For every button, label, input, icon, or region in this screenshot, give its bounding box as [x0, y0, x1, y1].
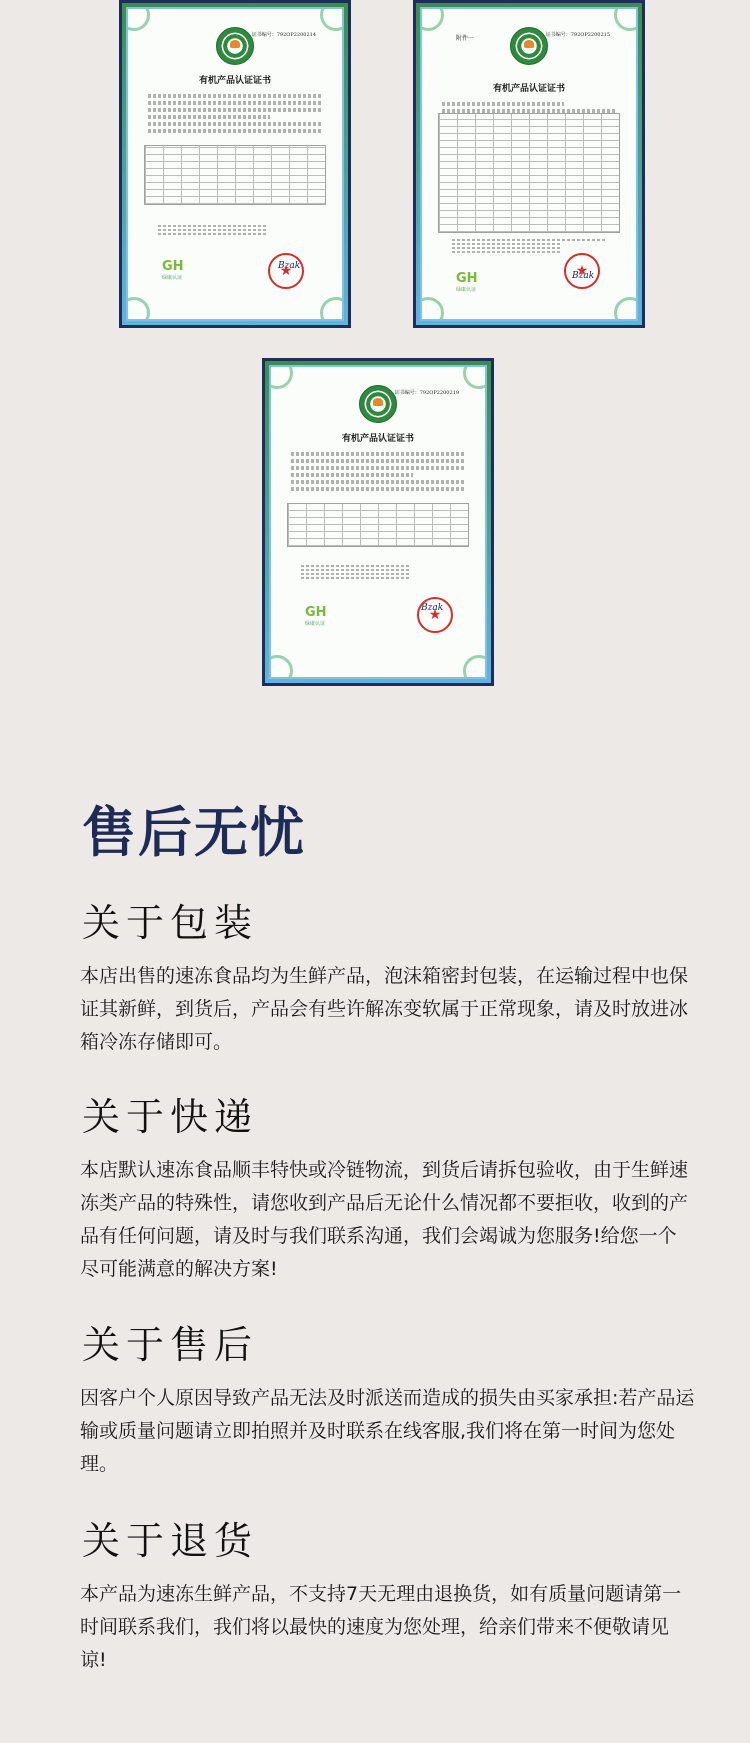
brand-logo: GH 绿康认证 [456, 271, 478, 293]
certificate-paper [126, 7, 344, 321]
brand-logo: GH 绿康认证 [305, 605, 327, 627]
certificate-table [438, 113, 620, 233]
organic-seal-icon [216, 27, 254, 65]
packaging-title: 关于包装 [82, 901, 259, 945]
signature: Bzak [278, 261, 301, 271]
signature: Bzak [421, 603, 444, 613]
delivery-text: 本店默认速冻食品顺丰特快或冷链物流，到货后请拆包验收，由于生鲜速冻类产品的特殊性，请您收到产品后无论什么情况都不要拒收，收到的产品有任何问题，请及时与我们联系沟通，我们会竭诚为您服务!给您一个尽可能满意的解决方案! [80, 1159, 689, 1280]
brand-logo: GH 绿康认证 [162, 259, 184, 281]
after-sales-heading: 售后无忧 [82, 801, 306, 864]
returns-title: 关于退货 [82, 1519, 259, 1563]
certificate-table [287, 503, 469, 547]
certificate-paper [269, 365, 487, 679]
organic-seal-icon [510, 27, 548, 65]
certificate-2 [413, 0, 645, 328]
certificate-3 [262, 358, 494, 686]
certificate-paper [420, 7, 638, 321]
certificate-title: 有机产品认证证书 [341, 434, 414, 444]
certificate-title: 有机产品认证证书 [492, 84, 565, 94]
red-stamp-icon [268, 253, 304, 289]
organic-seal-icon [359, 385, 397, 423]
packaging-text: 本店出售的速冻食品均为生鲜产品，泡沫箱密封包装，在运输过程中也保证其新鲜，到货后，产品会有些许解冻变软属于正常现象，请及时放进冰箱冷冻存储即可。 [80, 965, 689, 1053]
returns-text: 本产品为速冻生鲜产品，不支持7天无理由退换货，如有质量问题请第一时间联系我们，我们将以最快的速度为您处理，给亲们带来不便敬请见谅! [80, 1583, 682, 1671]
red-stamp-icon [417, 597, 453, 633]
certificate-number: 证书编号：792OP2200214 [251, 32, 316, 38]
delivery-title: 关于快递 [82, 1095, 259, 1139]
red-stamp-icon [564, 253, 600, 289]
certificate-attachment-label: 附件一 [456, 35, 475, 42]
certificate-number: 证书编号：792OP2200215 [545, 32, 610, 38]
after-sales-text: 因客户个人原因导致产品无法及时派送而造成的损失由买家承担:若产品运输或质量问题请立即拍照并及时联系在线客服,我们将在第一时间为您处理。 [80, 1387, 695, 1475]
signature: Bzak [572, 271, 595, 281]
after-sales-title: 关于售后 [82, 1323, 259, 1367]
certificate-number: 证书编号：792OP2200219 [394, 390, 459, 396]
certificate-1 [119, 0, 351, 328]
certificate-title: 有机产品认证证书 [198, 76, 271, 86]
certificate-table [144, 145, 326, 205]
